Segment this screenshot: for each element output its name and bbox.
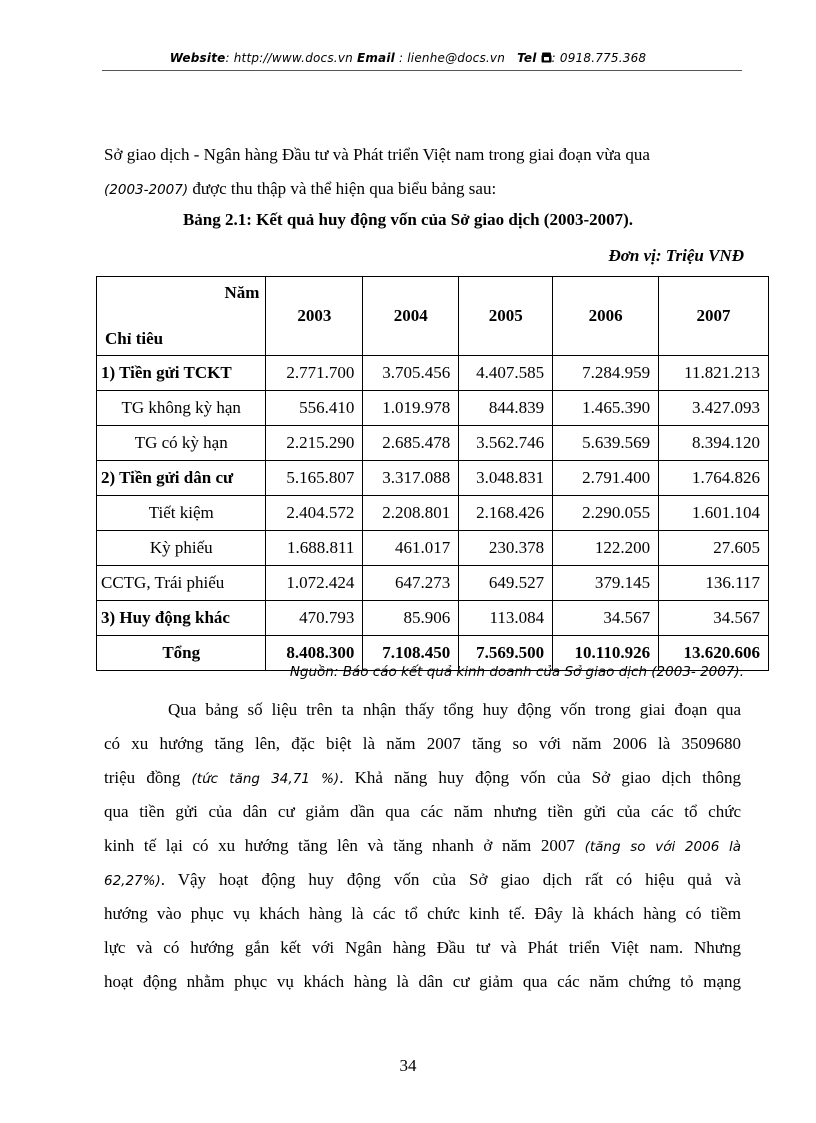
table-cell: 2.685.478 <box>363 426 459 461</box>
table-row <box>97 601 769 636</box>
row-label: 1) Tiền gửi TCKT <box>97 356 266 391</box>
table-cell: 3.562.746 <box>459 426 553 461</box>
intro-line-2 <box>104 179 496 199</box>
body-text: triệu đồng <box>104 768 192 787</box>
table-cell: 2.215.290 <box>266 426 363 461</box>
table-cell: 379.145 <box>553 566 659 601</box>
table-cell: 122.200 <box>553 531 659 566</box>
table-cell: 2.290.055 <box>553 496 659 531</box>
table-cell: 11.821.213 <box>659 356 769 391</box>
table-header-row <box>97 277 769 356</box>
header-corner-cell <box>97 277 266 356</box>
table-cell: 10.110.926 <box>553 636 659 671</box>
unit-label: Đơn vị: Triệu VNĐ <box>608 246 744 265</box>
email-value[interactable]: : lienhe@docs.vn <box>399 51 506 65</box>
table-cell: 34.567 <box>553 601 659 636</box>
phone-icon <box>541 52 552 63</box>
row-label: TG không kỳ hạn <box>97 391 266 426</box>
year-header: 2006 <box>553 277 659 356</box>
body-text: kinh tế lại có xu hướng tăng lên và tăng nhanh ở năm 2007 <box>104 836 585 855</box>
website-label: Website <box>169 51 226 65</box>
row-label: CCTG, Trái phiếu <box>97 566 266 601</box>
intro-line-1: Sở giao dịch - Ngân hàng Đầu tư và Phát triển Việt nam trong giai đoạn vừa qua <box>104 145 650 164</box>
page-number: 34 <box>399 1056 417 1075</box>
year-header: 2005 <box>459 277 553 356</box>
row-label: 2) Tiền gửi dân cư <box>97 461 266 496</box>
table-cell: 1.688.811 <box>266 531 363 566</box>
year-header: 2007 <box>659 277 769 356</box>
intro-period: (2003-2007) <box>104 182 189 198</box>
email-label: Email <box>356 51 395 65</box>
data-table <box>96 276 769 671</box>
table-cell: 1.019.978 <box>363 391 459 426</box>
body-line: có xu hướng tăng lên, đặc biệt là năm 2007 tăng so với năm 2006 là 3509680 <box>104 734 741 753</box>
table-cell: 1.601.104 <box>659 496 769 531</box>
table-cell: 85.906 <box>363 601 459 636</box>
body-text: . Khả năng huy động vốn của Sở giao dịch thông <box>339 768 741 787</box>
body-line: hướng vào phục vụ khách hàng là các tổ chức kinh tế. Đây là khách hàng có tiềm <box>104 904 741 923</box>
table-cell: 7.569.500 <box>459 636 553 671</box>
table-cell: 3.705.456 <box>363 356 459 391</box>
table-cell: 8.408.300 <box>266 636 363 671</box>
tel-label: Tel <box>517 51 537 65</box>
table-row <box>97 461 769 496</box>
year-header: 2003 <box>266 277 363 356</box>
table-cell: 461.017 <box>363 531 459 566</box>
table-cell: 8.394.120 <box>659 426 769 461</box>
body-line: qua tiền gửi của dân cư giảm dần qua các năm nhưng tiền gửi của các tổ chức <box>104 802 741 821</box>
body-line: hoạt động nhằm phục vụ khách hàng là dân cư giảm qua các năm chứng tỏ mạng <box>104 972 741 991</box>
table-cell: 34.567 <box>659 601 769 636</box>
body-line: lực và có hướng gắn kết với Ngân hàng Đầu tư và Phát triển Việt nam. Nhưng <box>104 938 741 957</box>
table-row <box>97 531 769 566</box>
body-text: . Vậy hoạt động huy động vốn của Sở giao dịch rất có hiệu quả và <box>160 870 741 889</box>
source-note: Nguồn: Báo cáo kết quả kinh doanh của Sở giao dịch (2003- 2007). <box>289 664 744 680</box>
table-row <box>97 391 769 426</box>
body-line <box>104 870 741 890</box>
table-cell: 5.639.569 <box>553 426 659 461</box>
table-cell: 230.378 <box>459 531 553 566</box>
table-cell: 844.839 <box>459 391 553 426</box>
table-cell: 2.771.700 <box>266 356 363 391</box>
table-cell: 5.165.807 <box>266 461 363 496</box>
table-cell: 3.317.088 <box>363 461 459 496</box>
table-cell: 649.527 <box>459 566 553 601</box>
page-header <box>0 51 816 65</box>
row-label: Tổng <box>97 636 266 671</box>
table-cell: 13.620.606 <box>659 636 769 671</box>
body-italic: 62,27%) <box>104 873 161 889</box>
table-cell: 3.427.093 <box>659 391 769 426</box>
body-line <box>104 836 741 856</box>
table-cell: 1.764.826 <box>659 461 769 496</box>
row-label: 3) Huy động khác <box>97 601 266 636</box>
table-row <box>97 566 769 601</box>
row-label: Tiết kiệm <box>97 496 266 531</box>
table-row <box>97 356 769 391</box>
body-line: Qua bảng số liệu trên ta nhận thấy tổng huy động vốn trong giai đoạn qua <box>168 700 741 719</box>
table-cell: 113.084 <box>459 601 553 636</box>
table-cell: 3.048.831 <box>459 461 553 496</box>
table-cell: 7.108.450 <box>363 636 459 671</box>
table-cell: 4.407.585 <box>459 356 553 391</box>
header-year-label: Năm <box>224 283 260 302</box>
table-cell: 7.284.959 <box>553 356 659 391</box>
table-title: Bảng 2.1: Kết quả huy động vốn của Sở giao dịch (2003-2007). <box>182 210 634 229</box>
header-item-label: Chỉ tiêu <box>105 329 164 348</box>
body-line <box>104 768 741 788</box>
table-cell: 136.117 <box>659 566 769 601</box>
table-cell: 556.410 <box>266 391 363 426</box>
table-cell: 2.208.801 <box>363 496 459 531</box>
header-divider <box>102 70 742 71</box>
row-label: TG có kỳ hạn <box>97 426 266 461</box>
table-cell: 2.168.426 <box>459 496 553 531</box>
table-cell: 1.465.390 <box>553 391 659 426</box>
table-cell: 647.273 <box>363 566 459 601</box>
table-cell: 2.404.572 <box>266 496 363 531</box>
website-url[interactable]: : http://www.docs.vn <box>225 51 353 65</box>
intro-rest: được thu thập và thể hiện qua biểu bảng sau: <box>188 179 497 198</box>
table-row <box>97 426 769 461</box>
row-label: Kỳ phiếu <box>97 531 266 566</box>
table-cell: 2.791.400 <box>553 461 659 496</box>
body-italic: (tăng so với 2006 là <box>584 839 741 855</box>
tel-value: : 0918.775.368 <box>551 51 647 65</box>
table-cell: 470.793 <box>266 601 363 636</box>
table-cell: 27.605 <box>659 531 769 566</box>
body-italic: (tức tăng 34,71 %) <box>191 771 340 787</box>
year-header: 2004 <box>363 277 459 356</box>
table-row <box>97 496 769 531</box>
table-cell: 1.072.424 <box>266 566 363 601</box>
